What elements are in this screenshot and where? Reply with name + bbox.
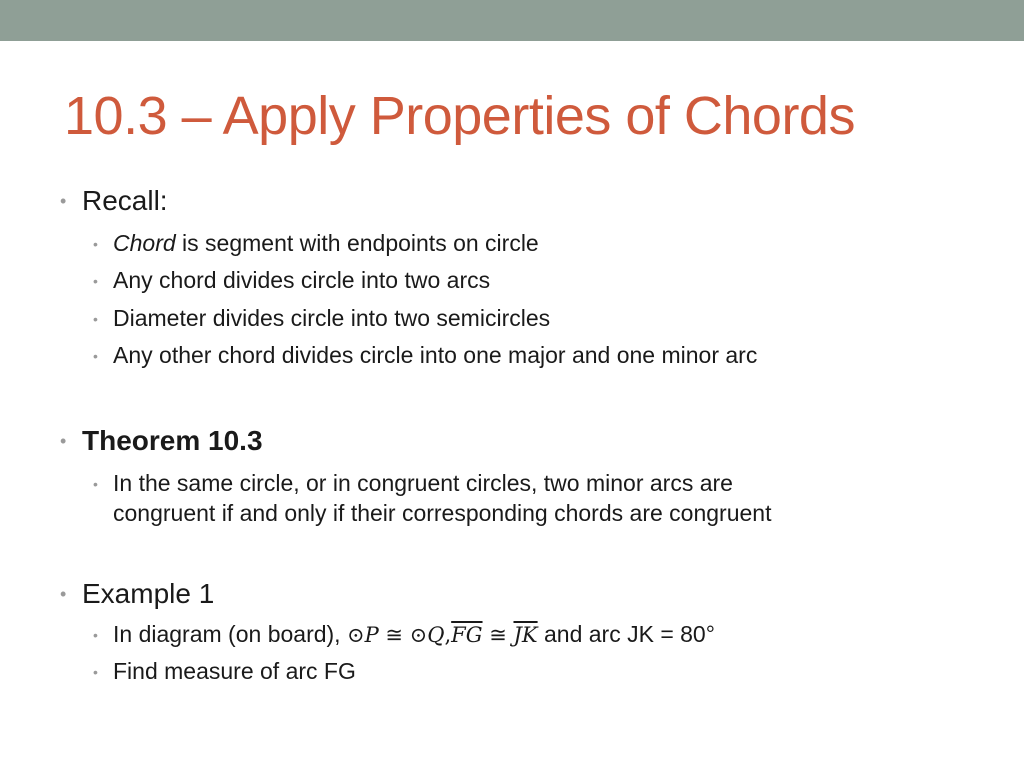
theorem-line-1: In the same circle, or in congruent circles, two minor arcs are xyxy=(113,470,733,496)
bullet-dot: • xyxy=(93,476,98,492)
bullet-dot: • xyxy=(60,584,67,604)
segment-jk: $\overline{JK}$ xyxy=(513,623,538,647)
recall-item-text: Any other chord divides circle into one major and one minor arc xyxy=(113,342,758,368)
bullet-theorem xyxy=(60,424,263,458)
recall-item-diameter xyxy=(93,303,551,333)
bullet-dot: • xyxy=(93,236,98,252)
slide-title: 10.3 – Apply Properties of Chords xyxy=(64,86,855,146)
bullet-dot: • xyxy=(60,191,67,211)
example-task xyxy=(93,656,356,686)
congruent-symbol: ≅ xyxy=(378,623,410,647)
bullet-dot: • xyxy=(93,273,98,289)
bullet-dot: • xyxy=(93,311,98,327)
theorem-line-2: congruent if and only if their corresponding chords are congruent xyxy=(113,500,772,526)
circle-p-label: P xyxy=(364,623,379,647)
theorem-statement xyxy=(93,468,772,528)
example-given-suffix: and arc JK = 80° xyxy=(537,621,715,647)
circle-dot-symbol: ⊙ xyxy=(346,623,365,647)
segment-fg: $\overline{FG}$ xyxy=(451,623,483,647)
bullet-recall xyxy=(60,184,168,218)
recall-item-arcs xyxy=(93,265,491,295)
chord-definition: is segment with endpoints on circle xyxy=(175,230,539,256)
recall-item-chord xyxy=(93,228,539,258)
chord-term: Chord xyxy=(113,230,176,256)
math-expression xyxy=(347,623,538,647)
bullet-dot: • xyxy=(93,664,98,680)
recall-heading: Recall: xyxy=(82,185,168,216)
recall-item-text: Diameter divides circle into two semicircles xyxy=(113,305,551,331)
example-given xyxy=(93,619,715,650)
comma: , xyxy=(444,623,452,647)
circle-dot-symbol: ⊙ xyxy=(409,623,428,647)
bullet-dot: • xyxy=(93,348,98,364)
recall-item-major-minor xyxy=(93,340,758,370)
congruent-symbol: ≅ xyxy=(482,623,514,647)
circle-q-label: Q xyxy=(427,623,445,647)
bullet-dot: • xyxy=(60,431,67,451)
bullet-example xyxy=(60,577,215,611)
recall-item-text: Any chord divides circle into two arcs xyxy=(113,267,491,293)
example-heading: Example 1 xyxy=(82,578,215,609)
theorem-heading: Theorem 10.3 xyxy=(82,425,263,456)
bullet-dot: • xyxy=(93,627,98,643)
example-given-prefix: In diagram (on board), xyxy=(113,621,347,647)
example-task-text: Find measure of arc FG xyxy=(113,658,356,684)
